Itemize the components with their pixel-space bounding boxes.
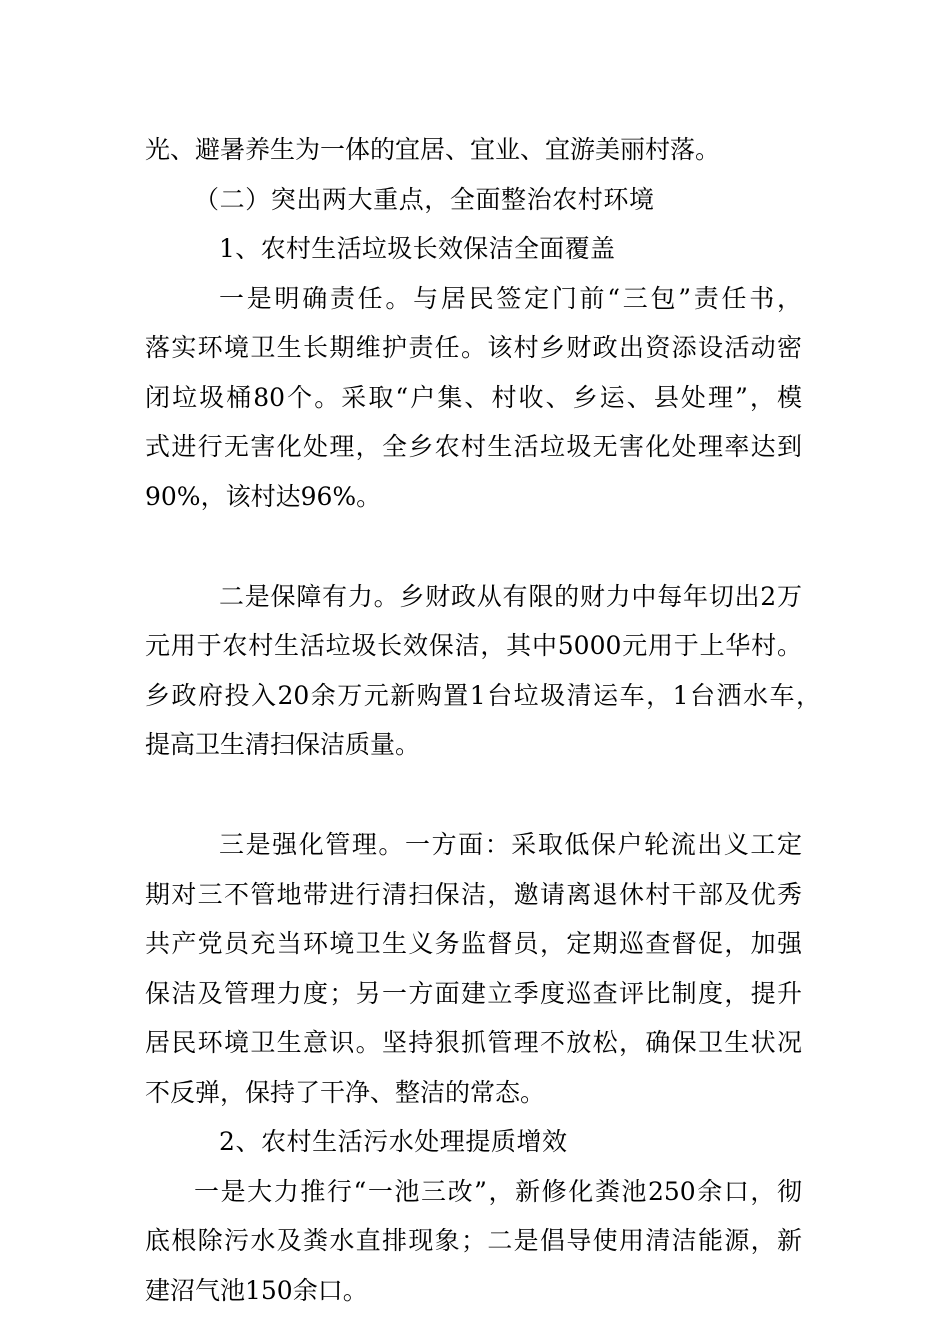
subsection-heading: 1、农村生活垃圾长效保洁全面覆盖 bbox=[219, 234, 615, 263]
text-line: 光、避暑养生为一体的宜居、宜业、宜游美丽村落。 bbox=[145, 135, 721, 164]
subsection-heading: 2、农村生活污水处理提质增效 bbox=[219, 1127, 567, 1156]
text-line: 一是明确责任。与居民签定门前“三包”责任书， bbox=[219, 284, 802, 313]
text-line: 闭垃圾桶80个。采取“户集、村收、乡运、县处理”，模 bbox=[145, 383, 802, 412]
text-line: 二是保障有力。乡财政从有限的财力中每年切出2万 bbox=[219, 582, 802, 611]
text-line: 乡政府投入20余万元新购置1台垃圾清运车，1台洒水车， bbox=[145, 681, 821, 710]
text-line: 一是大力推行“一池三改”，新修化粪池250余口，彻 bbox=[194, 1177, 802, 1206]
text-line: 底根除污水及粪水直排现象；二是倡导使用清洁能源，新 bbox=[145, 1226, 802, 1255]
text-line: 式进行无害化处理，全乡农村生活垃圾无害化处理率达到 bbox=[145, 432, 802, 461]
text-line: 元用于农村生活垃圾长效保洁，其中5000元用于上华村。 bbox=[145, 631, 802, 660]
text-line: 落实环境卫生长期维护责任。该村乡财政出资添设活动密 bbox=[145, 333, 802, 362]
text-line: 建沼气池150余口。 bbox=[145, 1276, 368, 1305]
text-line: 期对三不管地带进行清扫保洁，邀请离退休村干部及优秀 bbox=[145, 880, 802, 909]
text-line: 居民环境卫生意识。坚持狠抓管理不放松，确保卫生状况 bbox=[145, 1028, 802, 1057]
section-heading: （二）突出两大重点，全面整治农村环境 bbox=[194, 185, 654, 214]
text-line: 保洁及管理力度；另一方面建立季度巡查评比制度，提升 bbox=[145, 979, 802, 1008]
text-line: 提高卫生清扫保洁质量。 bbox=[145, 730, 421, 759]
text-line: 共产党员充当环境卫生义务监督员，定期巡查督促，加强 bbox=[145, 929, 802, 958]
text-line: 三是强化管理。一方面：采取低保户轮流出义工定 bbox=[219, 830, 802, 859]
text-line: 90%，该村达96%。 bbox=[145, 482, 382, 511]
text-line: 不反弹，保持了干净、整洁的常态。 bbox=[145, 1078, 546, 1107]
